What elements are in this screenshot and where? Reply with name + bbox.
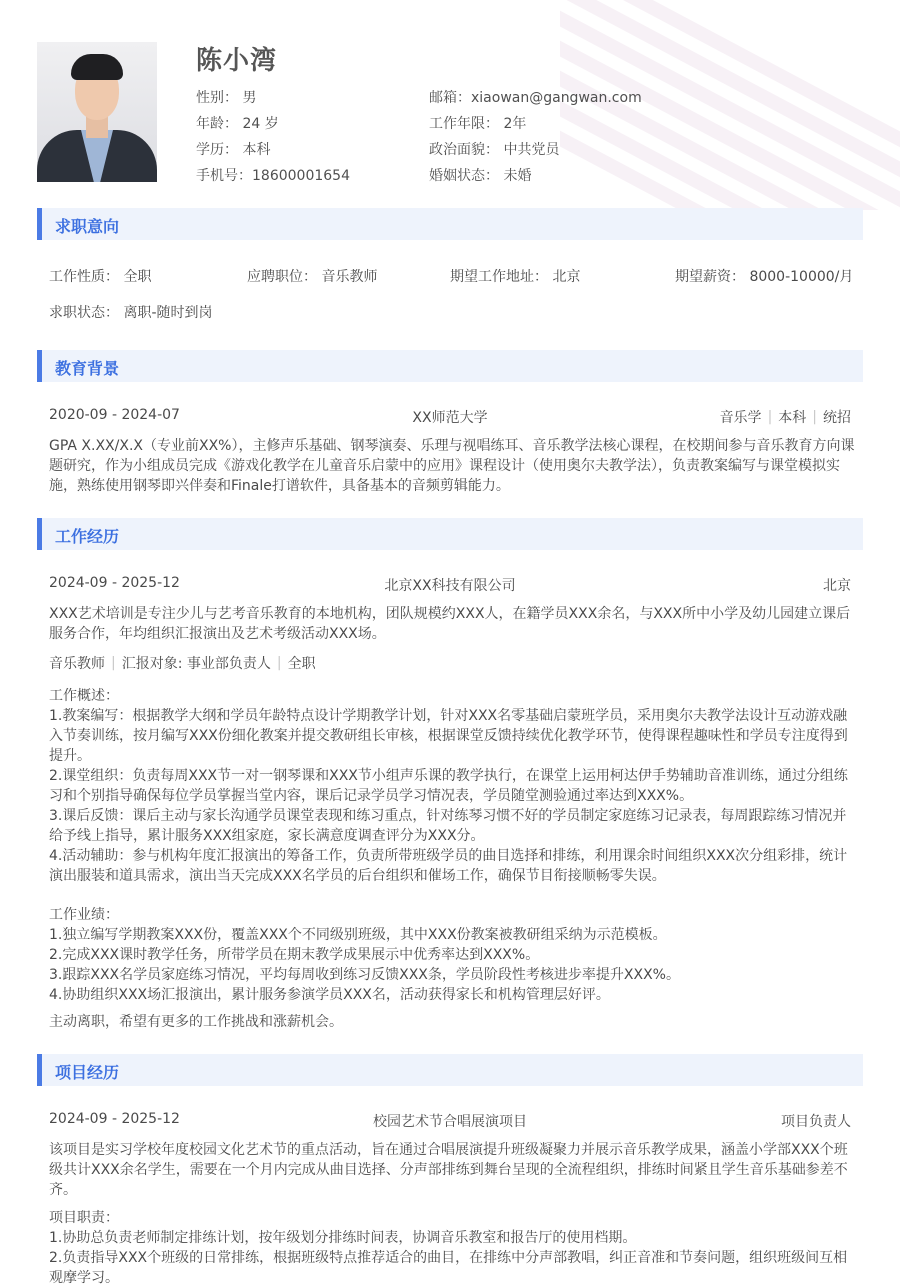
section-header-project bbox=[37, 1054, 863, 1086]
section-title: 教育背景 bbox=[55, 359, 120, 378]
job-position: 应聘职位： 音乐教师 bbox=[247, 269, 378, 285]
section-title: 工作经历 bbox=[55, 527, 120, 546]
edu-school: XX师范大学 bbox=[412, 410, 488, 426]
work-achievement-1: 1.独立编写学期教案XXX份，覆盖XXX个不同级别班级，其中XXX份教案被教研组采纳为示范模板。 bbox=[49, 927, 667, 943]
work-duty-2: 2.课堂组织：负责每周XXX节一对一钢琴课和XXX节小组声乐课的教学执行，在课堂上运用柯达伊手势辅助音准训练，通过分组练习和个别指导确保每位学员掌握当堂内容，课后记录学员学习情况表，学员随堂测验通过率达到XXX%。 bbox=[49, 768, 848, 804]
edu-tags: 音乐学 | 本科 | 统招 bbox=[719, 409, 851, 426]
leave-reason: 主动离职，希望有更多的工作挑战和涨薪机会。 bbox=[49, 1014, 343, 1030]
work-duty-3: 3.课后反馈：课后主动与家长沟通学员课堂表现和练习重点，针对练琴习惯不好的学员制定家庭练习记录表，每周跟踪练习情况并给予线上指导，累计服务XXX组家庭，家长满意度调查评分为XXX分。 bbox=[49, 808, 847, 844]
education-info: 学历： 本科 bbox=[196, 142, 271, 158]
age-info: 年龄： 24 岁 bbox=[196, 116, 279, 132]
project-duties-label: 项目职责： bbox=[49, 1210, 119, 1226]
company-intro: XXX艺术培训是专注少儿与艺考音乐教育的本地机构，团队规模约XXX人，在籍学员XXX余名，与XXX所中小学及幼儿园建立课后服务合作，年均组织汇报演出及艺术考级活动XXX场。 bbox=[49, 606, 851, 642]
political-info: 政治面貌： 中共党员 bbox=[429, 142, 560, 158]
project-period: 2024-09 - 2025-12 bbox=[49, 1111, 180, 1127]
job-location: 期望工作地址： 北京 bbox=[450, 269, 581, 285]
work-achievement-2: 2.完成XXX课时教学任务，所带学员在期末教学成果展示中优秀率达到XXX%。 bbox=[49, 947, 540, 963]
profile-photo bbox=[37, 42, 157, 182]
section-header-education bbox=[37, 350, 863, 382]
work-achievement-4: 4.协助组织XXX场汇报演出，累计服务参演学员XXX名，活动获得家长和机构管理层好评。 bbox=[49, 987, 610, 1003]
work-duty-4: 4.活动辅助：参与机构年度汇报演出的筹备工作，负责所带班级学员的曲目选择和排练，利用课余时间组织XXX次分组彩排，统计演出服装和道具需求，演出当天完成XXX名学员的后台组织和催场工作，确保节目衔接顺畅零失误。 bbox=[49, 848, 848, 884]
section-header-intent bbox=[37, 208, 863, 240]
section-title: 求职意向 bbox=[55, 217, 120, 236]
gender-info: 性别： 男 bbox=[196, 90, 257, 106]
project-description: 该项目是实习学校年度校园文化艺术节的重点活动，旨在通过合唱展演提升班级凝聚力并展示音乐教学成果，涵盖小学部XXX个班级共计XXX余名学生，需要在一个月内完成从曲目选择、分声部排练到舞台呈现的全流程组织，排练时间紧且学生音乐基础参差不齐。 bbox=[49, 1142, 848, 1198]
job-salary: 期望薪资： 8000-10000/月 bbox=[675, 269, 854, 285]
marital-info: 婚姻状态： 未婚 bbox=[429, 168, 532, 184]
work-tags: 音乐教师 | 汇报对象: 事业部负责人 | 全职 bbox=[49, 655, 316, 672]
work-overview-label: 工作概述： bbox=[49, 688, 119, 704]
job-status: 求职状态： 离职-随时到岗 bbox=[49, 305, 213, 321]
work-period: 2024-09 - 2025-12 bbox=[49, 575, 180, 591]
section-title: 项目经历 bbox=[55, 1063, 120, 1082]
phone-info: 手机号：18600001654 bbox=[196, 168, 350, 184]
edu-period: 2020-09 - 2024-07 bbox=[49, 407, 180, 423]
work-duty-1: 1.教案编写：根据教学大纲和学员年龄特点设计学期教学计划，针对XXX名零基础启蒙班学员，采用奥尔夫教学法设计互动游戏融入节奏训练，按月编写XXX份细化教案并提交教研组长审核，根据课堂反馈持续优化教学环节，使得课程趣味性和学员专注度得到提升。 bbox=[49, 708, 848, 764]
work-achievements-label: 工作业绩： bbox=[49, 907, 119, 923]
years-info: 工作年限： 2年 bbox=[429, 116, 527, 132]
edu-description: GPA X.XX/X.X（专业前XX%），主修声乐基础、钢琴演奏、乐理与视唱练耳、音乐教学法核心课程，在校期间参与音乐教育方向课题研究，作为小组成员完成《游戏化教学在儿童音乐启蒙中的应用》课程设计（使用奥尔夫教学法），负责教案编写与课堂模拟实施，熟练使用钢琴即兴伴奏和Finale打谱软件，具备基本的音频剪辑能力。 bbox=[49, 438, 855, 494]
project-duty-1: 1.协助总负责老师制定排练计划，按年级划分排练时间表，协调音乐教室和报告厅的使用档期。 bbox=[49, 1230, 637, 1246]
work-achievement-3: 3.跟踪XXX名学员家庭练习情况，平均每周收到练习反馈XXX条，学员阶段性考核进步率提升XXX%。 bbox=[49, 967, 680, 983]
work-company: 北京XX科技有限公司 bbox=[384, 578, 516, 594]
job-nature: 工作性质： 全职 bbox=[49, 269, 152, 285]
section-header-work bbox=[37, 518, 863, 550]
project-name: 校园艺术节合唱展演项目 bbox=[373, 1114, 527, 1130]
work-city: 北京 bbox=[823, 578, 851, 594]
email-info: 邮箱：xiaowan@gangwan.com bbox=[429, 90, 642, 106]
project-role: 项目负责人 bbox=[781, 1114, 851, 1130]
candidate-name: 陈小湾 bbox=[196, 46, 278, 76]
project-duty-2: 2.负责指导XXX个班级的日常排练，根据班级特点推荐适合的曲目，在排练中分声部教唱，纠正音准和节奏问题，组织班级间互相观摩学习。 bbox=[49, 1250, 848, 1286]
